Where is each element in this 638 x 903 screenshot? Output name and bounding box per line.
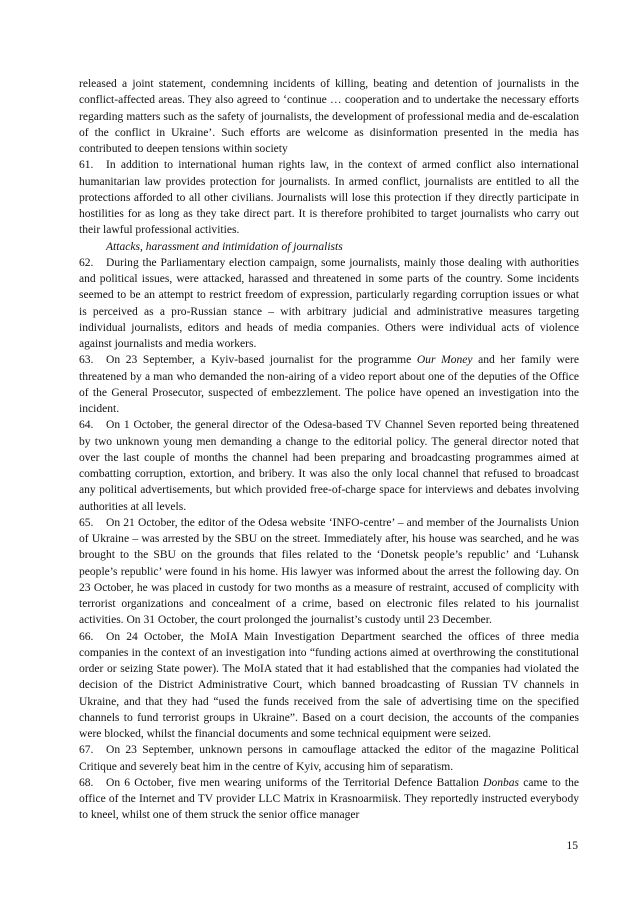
paragraph-text: During the Parliamentary election campaign, some journalists, mainly those dealing with authorities and political issues, were attacked, harassed and threatened in some parts of the country. Some incidents seemed to be an attempt to restrict freedom of expression, particularly regarding corruption issues or what is perceived as a pro-Russian stance – with arbitrary judicial and administrative measures targeting individual journalists, editors and heads of media companies. Others were individual acts of violence against journalists and media workers. — [79, 256, 579, 350]
paragraph-text: On 23 September, unknown persons in camouflage attacked the editor of the magazine Political Critique and severely beat him in the centre of Kyiv, accusing him of separatism. — [79, 744, 579, 773]
paragraph-67 — [79, 742, 579, 775]
paragraph-text: On 1 October, the general director of the Odesa-based TV Channel Seven reported being threatened by two unknown young men demanding a change to the editorial policy. The general director noted that over the last couple of months the channel had been preparing and broadcasting programmes aimed at combatting corruption, extortion, and bribery. It was also the only local channel that refused to broadcast any political advertisements, but which provided free-of-charge space for interviews and debates involving authorities at all levels. — [79, 419, 579, 513]
programme-title: Our Money — [416, 354, 473, 367]
section-heading: Attacks, harassment and intimidation of journalists — [106, 240, 343, 253]
battalion-name: Donbas — [483, 776, 520, 789]
paragraph-text: On 24 October, the MoIA Main Investigation Department searched the offices of three media companies in the context of an investigation into “funding actions aimed at overthrowing the constitutional order or seizing State power). The MoIA stated that it had established that the companies had violated the decision of the District Administrative Court, which banned broadcasting of Russian TV channels in Ukraine, and that they had “used the funds received from the sale of advertising time on the specified channels to fund terrorist groups in Ukraine”. Based on a court decision, the accounts of the companies were blocked, whilst the financial documents and some technical equipment were seized. — [79, 630, 579, 740]
paragraph-number: 62. — [79, 256, 94, 269]
body-text — [79, 76, 579, 824]
paragraph-text: and her family were threatened by a man who demanded the non-airing of a video report about one of the deputies of the Office of the General Prosecutor, suspected of embezzlement. The police have opened an investigation into the incident. — [79, 354, 579, 415]
paragraph-text: came to the office of the Internet and TV provider LLC Matrix in Krasnoarmiisk. They reportedly instructed everybody to kneel, whilst one of them struck the senior office manager — [79, 776, 579, 822]
paragraph-number: 67. — [79, 744, 94, 757]
paragraph-63 — [79, 352, 579, 417]
page-number: 15 — [566, 840, 578, 852]
paragraph-66 — [79, 629, 579, 743]
paragraph-number: 61. — [79, 159, 94, 172]
paragraph-65 — [79, 515, 579, 629]
paragraph-number: 68. — [79, 776, 94, 789]
paragraph-text: On 6 October, five men wearing uniforms of the Territorial Defence Battalion — [106, 776, 484, 789]
paragraph-text: In addition to international human rights law, in the context of armed conflict also international humanitarian law provides protection for journalists. In armed conflict, journalists are entitled to all the protections afforded to all other civilians. Journalists will lose this protection if they directly participate in hostilities for as long as they take direct part. It is therefore prohibited to target journalists who carry out their lawful professional activities. — [79, 159, 579, 237]
paragraph-number: 66. — [79, 630, 94, 643]
paragraph-68 — [79, 775, 579, 824]
paragraph-continuation: released a joint statement, condemning incidents of killing, beating and detention of journalists in the conflict-affected areas. They also agreed to ‘continue … cooperation and to undertake the necessary efforts regarding matters such as the safety of journalists, the development of professional media and de-escalation of the conflict in Ukraine’. Such efforts are welcome as disinformation presented in the media has contributed to deepen tensions within society — [79, 78, 579, 155]
paragraph-number: 64. — [79, 419, 94, 432]
paragraph-61 — [79, 157, 579, 238]
paragraph-text: On 21 October, the editor of the Odesa website ‘INFO-centre’ – and member of the Journalists Union of Ukraine – was arrested by the SBU on the street. Immediately after, his house was searched, and he was brought to the SBU on the grounds that files related to the ‘Donetsk people’s republic’ and ‘Luhansk people’s republic’ were found in his home. His lawyer was informed about the arrest the following day. On 23 October, he was placed in custody for two months as a measure of restraint, accused of complicity with terrorist organizations and concealment of a crime, based on electronic files related to his journalist activities. On 31 October, the court prolonged the journalist’s custody until 23 December. — [79, 516, 579, 627]
paragraph-number: 65. — [79, 516, 94, 529]
paragraph-64 — [79, 417, 579, 515]
paragraph-text: On 23 September, a Kyiv-based journalist for the programme — [106, 354, 417, 367]
paragraph-62 — [79, 255, 579, 353]
paragraph-number: 63. — [79, 354, 94, 367]
